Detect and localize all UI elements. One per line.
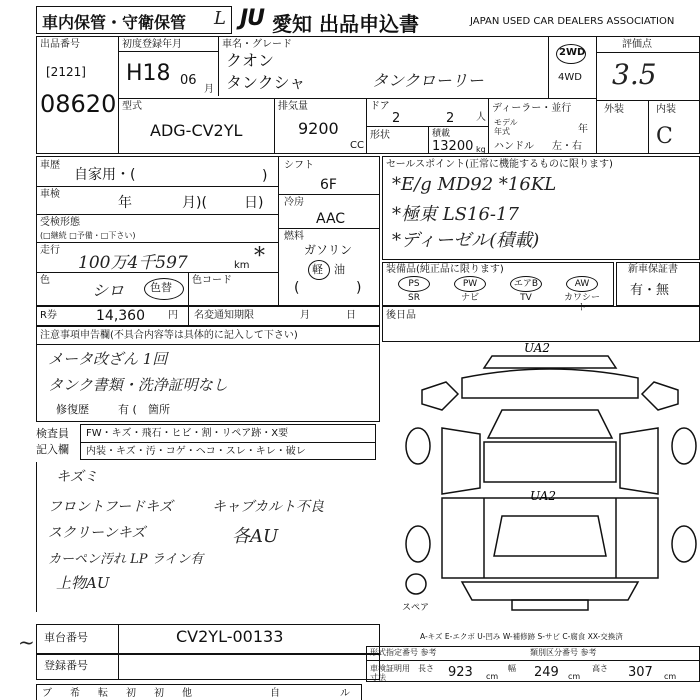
footer-item-7: 自 (270, 688, 280, 699)
damage-note-4: カーペン汚れ LP ライン有 (48, 552, 204, 567)
lot-sub: [2121] (46, 65, 86, 79)
margin-mark: ~ (18, 630, 35, 654)
rear-box (382, 306, 700, 342)
class-label: 類別区分番号 参考 (530, 648, 597, 657)
mileage-mark: * (254, 244, 265, 269)
model-year-unit: 年 (578, 124, 588, 135)
history-value: 自家用・( (74, 167, 136, 183)
inspection-month: 月)( (182, 195, 207, 211)
registration-label: 登録番号 (44, 659, 88, 672)
footer-item-4: 初 (126, 688, 136, 699)
note-line-1: メータ改ざん 1回 (48, 350, 168, 368)
equip-seat: カワシート (563, 293, 600, 313)
equip-airbag: エアB (513, 279, 539, 289)
shift-value: 6F (320, 177, 337, 193)
recycle-unit: 円 (168, 310, 178, 321)
equip-navi: ナビ (460, 293, 479, 303)
width-label: 幅 (508, 664, 516, 673)
inspection-day: 日) (244, 195, 264, 211)
length-unit: cm (486, 672, 499, 681)
height-unit: cm (664, 672, 677, 681)
damage-note-right-1: キャブカルト不良 (212, 499, 324, 515)
footer-strip (36, 684, 362, 700)
first-reg-month: 06 (180, 73, 197, 88)
storage-mark: L (214, 8, 226, 29)
color-change: 色替 (150, 281, 172, 294)
length-value: 923 (448, 665, 473, 680)
footer-item-8: ル (340, 688, 350, 699)
damage-note-2: フロントフードキズ (48, 499, 173, 515)
repair-value: 有 ( (118, 403, 137, 416)
notes-label: 注意事項申告欄(不具合内容等は具体的に記入して下さい) (40, 330, 298, 341)
receive-label: 受検形態 (40, 217, 80, 228)
load-label: 積載 (432, 129, 451, 139)
equip-pw: PW (462, 279, 478, 289)
drive-other: 4WD (558, 72, 582, 83)
inspection-year: 年 (118, 195, 132, 211)
color-code-label: 色コード (192, 275, 232, 286)
doors-value: 2 (392, 111, 401, 126)
sales-point-line-2: *極東 LS16-17 (392, 204, 519, 225)
mileage-label: 走行 (40, 245, 60, 256)
displacement-value: 9200 (298, 119, 339, 138)
car-grade-hand-note: タンクローリー (372, 71, 484, 90)
ac-label: 冷房 (284, 197, 304, 208)
model-year-label: モデル年式 (494, 118, 518, 136)
fuel-other: 油 (334, 263, 345, 276)
equip-aw: AW (574, 279, 590, 289)
footer-item-1: ブ (42, 688, 52, 699)
form-title-en: JAPAN USED CAR DEALERS ASSOCIATION (470, 16, 675, 27)
sales-point-line-1: *E/g MD92 *16KL (392, 174, 557, 195)
rear-label: 後日品 (386, 310, 416, 321)
load-unit: kg (476, 145, 486, 154)
deadline-day: 日 (346, 310, 356, 321)
shift-label: シフト (284, 160, 314, 171)
chassis-value: CV2YL-00133 (176, 627, 284, 646)
interior-label: 内装 (656, 104, 676, 115)
diagram-legend: A-キズ E-エクボ U-凹み W-補修跡 S-サビ C-腐食 XX-交換済 (420, 632, 623, 641)
capacity-value: 2 (446, 111, 455, 126)
handle-options: 左・右 (552, 141, 582, 152)
cert-label: 形式指定番号 参考 (370, 648, 437, 657)
top-block (36, 36, 700, 154)
equip-tv: TV (520, 293, 532, 303)
damage-note-3: スクリーンキズ (48, 525, 146, 541)
vehicle-diagram (402, 338, 700, 628)
ac-value: AAC (316, 211, 346, 227)
handle-label: ハンドル (494, 141, 534, 152)
check-row-2: 内装・キズ・汚・コゲ・ヘコ・スレ・キレ・破レ (86, 446, 306, 457)
deadline-month: 月 (300, 310, 310, 321)
car-name-label: 車名・グレード (222, 39, 292, 50)
storage-label: 車内保管・守衛保管 (42, 13, 187, 32)
fuel-value: ガソリン (304, 243, 353, 257)
spare-label: スペア (402, 603, 430, 613)
load-value: 13200 (432, 139, 474, 154)
height-label: 高さ (592, 664, 608, 673)
doors-label: ドア (370, 101, 390, 112)
model-value: ADG-CV2YL (150, 121, 243, 140)
sales-point-line-3: *ディーゼル(積載) (392, 230, 540, 251)
first-reg-month-unit: 月 (204, 84, 214, 95)
sales-points-label: セールスポイント(正常に機能するものに限ります) (386, 159, 613, 170)
diagram-center-mark: UA2 (530, 489, 557, 503)
form-title: 愛知 出品申込書 (272, 12, 419, 36)
car-grade: タンクシャ (226, 73, 306, 92)
displacement-label: 排気量 (278, 101, 308, 112)
damage-note-5: 上物AU (56, 574, 110, 592)
equip-sr: SR (408, 293, 420, 303)
receive-options: (□継続 □予備・□下さい) (40, 231, 136, 240)
fuel-label: 燃料 (284, 231, 304, 242)
fuel-selected: 軽 (312, 263, 323, 276)
length-label: 長さ (418, 664, 434, 673)
capacity-unit: 人 (476, 112, 486, 123)
diagram-top-mark: UA2 (524, 341, 551, 355)
equip-ps: PS (408, 279, 420, 289)
footer-item-5: 初 (154, 688, 164, 699)
footer-item-2: 希 (70, 688, 80, 699)
grade-label: 評価点 (622, 39, 652, 50)
recycle-value: 14,360 (96, 308, 145, 324)
inspector-label: 検査員 (36, 427, 69, 440)
check-row-1: FW・キズ・飛石・ヒビ・割・リペア跡・X要 (86, 428, 289, 439)
ju-logo: JU (240, 6, 265, 31)
equipment-label: 装備品(純正品に限ります) (386, 264, 504, 275)
lot-number: 08620 (40, 90, 117, 118)
size-label: 車検証明用 寸法 (370, 664, 410, 682)
interior-grade: C (656, 124, 673, 149)
dealer-label: ディーラー・並行 (492, 103, 572, 114)
chassis-label: 車台番号 (44, 631, 88, 644)
displacement-unit: CC (350, 140, 364, 151)
damage-note-right-2: 各AU (232, 526, 279, 547)
color-value: シロ (92, 281, 125, 300)
height-value: 307 (628, 665, 653, 680)
grade-score: 3.5 (612, 58, 657, 91)
first-reg-era: H18 (126, 61, 171, 86)
width-value: 249 (534, 665, 559, 680)
inspection-label: 車検 (40, 189, 60, 200)
repair-label: 修復歴 (56, 403, 89, 416)
footer-item-6: 他 (182, 688, 192, 699)
mileage-unit: km (234, 260, 250, 271)
exterior-label: 外装 (604, 104, 624, 115)
deadline-label: 名変通知期限 (194, 310, 254, 321)
car-name: クオン (226, 51, 275, 70)
model-label: 型式 (122, 101, 142, 112)
warranty-label: 新車保証書 (628, 264, 678, 275)
repair-unit: 箇所 (148, 403, 170, 416)
warranty-options: 有・無 (630, 283, 670, 298)
footer-item-3: 転 (98, 688, 108, 699)
damage-note-1: キズミ (56, 469, 98, 485)
history-label: 車歴 (40, 160, 60, 171)
shape-label: 形状 (370, 130, 390, 141)
mileage-value: 100万4千597 (78, 253, 188, 273)
color-label: 色 (40, 275, 50, 286)
width-unit: cm (568, 672, 581, 681)
first-reg-label: 初度登録年月 (122, 39, 182, 50)
lot-label: 出品番号 (40, 39, 80, 50)
note-line-2: タンク書類・洗浄証明なし (48, 376, 228, 394)
drive-selected: 2WD (559, 47, 586, 58)
recycle-label: R券 (40, 310, 57, 321)
filler-label: 記入欄 (36, 443, 69, 456)
